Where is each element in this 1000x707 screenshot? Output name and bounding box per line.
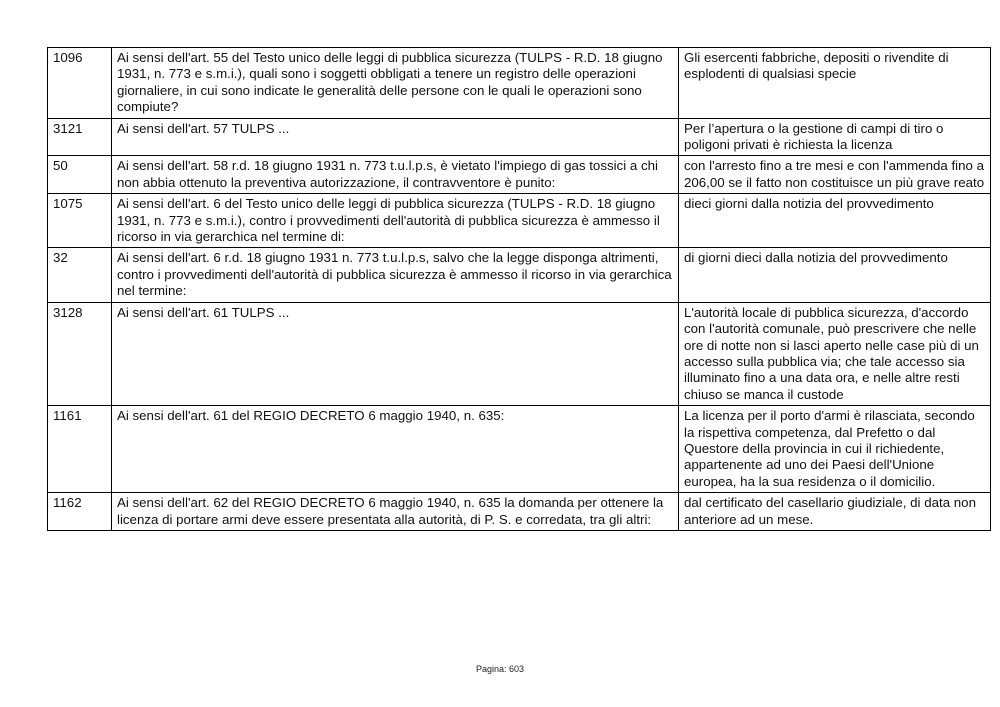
table-row xyxy=(48,493,991,531)
table-row xyxy=(48,302,991,405)
table-row xyxy=(48,406,991,493)
question-id: 50 xyxy=(48,156,112,194)
answer-text: La licenza per il porto d'armi è rilasciata, secondo la rispettiva competenza, dal Prefetto o dal Questore della provincia in cui il richiedente, appartenente ad uno dei Paesi dell'Unione europea, ha la sua residenza o il domicilio. xyxy=(679,406,991,493)
question-id: 1161 xyxy=(48,406,112,493)
question-text: Ai sensi dell'art. 58 r.d. 18 giugno 1931 n. 773 t.u.l.p.s, è vietato l'impiego di gas tossici a chi non abbia ottenuto la preventiva autorizzazione, il contravventore è punito: xyxy=(112,156,679,194)
answer-text: L'autorità locale di pubblica sicurezza, d'accordo con l'autorità comunale, può prescrivere che nelle ore di notte non si lasci aperto nelle case più di un accesso sulla pubblica via; che tale accesso sia illuminato fino a una data ora, e nelle altre resti chiuso se manca il custode xyxy=(679,302,991,405)
table-row xyxy=(48,118,991,156)
question-id: 1162 xyxy=(48,493,112,531)
question-id: 3128 xyxy=(48,302,112,405)
question-text: Ai sensi dell'art. 62 del REGIO DECRETO 6 maggio 1940, n. 635 la domanda per ottenere la licenza di portare armi deve essere presentata alla autorità, di P. S. e corredata, tra gli altri: xyxy=(112,493,679,531)
questions-table xyxy=(47,47,991,531)
question-text: Ai sensi dell'art. 61 del REGIO DECRETO 6 maggio 1940, n. 635: xyxy=(112,406,679,493)
answer-text: con l'arresto fino a tre mesi e con l'ammenda fino a 206,00 se il fatto non costituisce un più grave reato xyxy=(679,156,991,194)
answer-text: Gli esercenti fabbriche, depositi o rivendite di esplodenti di qualsiasi specie xyxy=(679,48,991,119)
question-id: 32 xyxy=(48,248,112,302)
table-row xyxy=(48,248,991,302)
question-text: Ai sensi dell'art. 6 r.d. 18 giugno 1931 n. 773 t.u.l.p.s, salvo che la legge disponga altrimenti, contro i provvedimenti dell'autorità di pubblica sicurezza è ammesso il ricorso in via gerarchica nel termine: xyxy=(112,248,679,302)
answer-text: dal certificato del casellario giudiziale, di data non anteriore ad un mese. xyxy=(679,493,991,531)
question-id: 1075 xyxy=(48,194,112,248)
answer-text: dieci giorni dalla notizia del provvedimento xyxy=(679,194,991,248)
question-text: Ai sensi dell'art. 55 del Testo unico delle leggi di pubblica sicurezza (TULPS - R.D. 18 giugno 1931, n. 773 e s.m.i.), quali sono i soggetti obbligati a tenere un registro delle operazioni giornaliere, in cui sono indicate le generalità delle persone con le quali le operazioni sono compiute? xyxy=(112,48,679,119)
answer-text: Per l’apertura o la gestione di campi di tiro o poligoni privati è richiesta la licenza xyxy=(679,118,991,156)
question-text: Ai sensi dell'art. 61 TULPS ... xyxy=(112,302,679,405)
page-number: Pagina: 603 xyxy=(475,664,525,674)
answer-text: di giorni dieci dalla notizia del provvedimento xyxy=(679,248,991,302)
table-row xyxy=(48,194,991,248)
table-row xyxy=(48,156,991,194)
question-text: Ai sensi dell'art. 57 TULPS ... xyxy=(112,118,679,156)
question-text: Ai sensi dell'art. 6 del Testo unico delle leggi di pubblica sicurezza (TULPS - R.D. 18 giugno 1931, n. 773 e s.m.i.), contro i provvedimenti dell'autorità di pubblica sicurezza è ammesso il ricorso in via gerarchica nel termine di: xyxy=(112,194,679,248)
question-id: 3121 xyxy=(48,118,112,156)
table-row xyxy=(48,48,991,119)
question-id: 1096 xyxy=(48,48,112,119)
